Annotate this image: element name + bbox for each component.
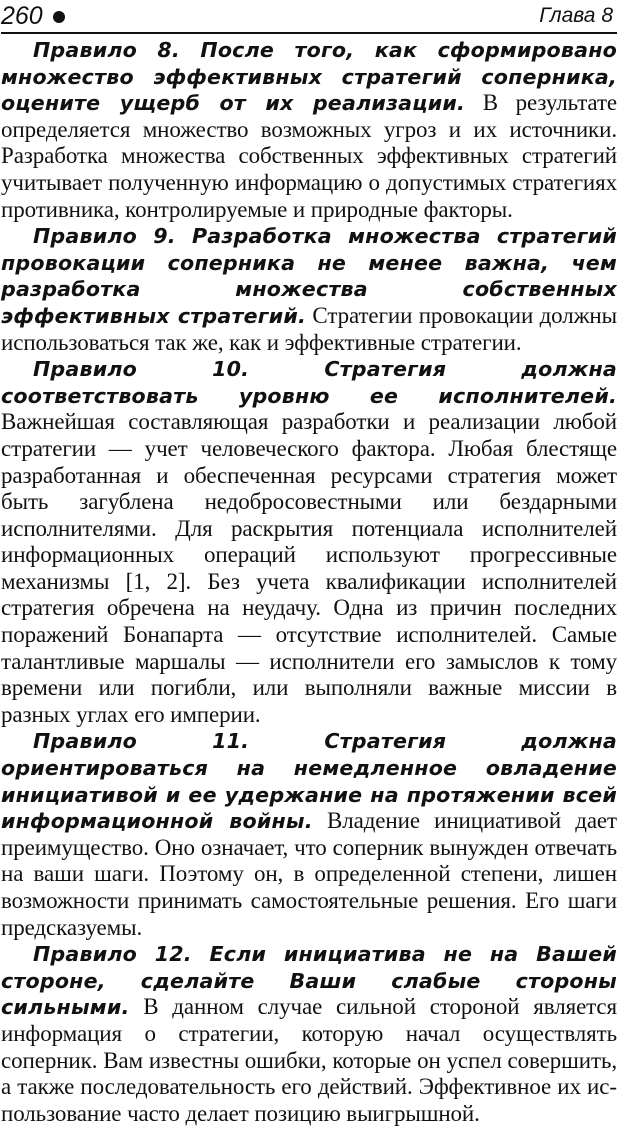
rule-12-text: В данном случае сильной стороной является информация о стратегии, которую начал осуществлять соперник. Вам известны ошибки, которые он успел совершить, а также последовательность его действий. Эффективное их использование часто делает позицию выигрышной. bbox=[1, 994, 617, 1126]
rule-8-text: В результате определяется множество возможных угроз и их источники. Разработка множества собственных эффективных стратегий учитывает полученную информацию о допустимых стратегиях противника, контролируемые и природные факторы. bbox=[1, 90, 618, 222]
rule-8-heading: Правило 8. После того, как сформировано множество эффективных стратегий соперника, оцените ущерб от их реализации. bbox=[1, 38, 617, 116]
rule-10-text: Важнейшая составляющая разработки и реализации любой стратегии — учет человеческого фактора. Любая блестяще разработанная и обеспеченная ресурсами стратегия может быть загублена недобросовестными или бездарными исполнителями. Для раскрытия потенциала исполнителей информационных операций используют прогрессивные механизмы [1, 2]. Без учета квалификации исполнителей стратегия обречена на неудачу. Одна из причин последних поражений Бонапарта — отсутствие исполнителей. Самые талантливые маршалы — исполнители его замыслов к тому времени или погибли, или выполняли важные миссии в разных углах его империи. bbox=[1, 409, 617, 727]
rule-9-heading: Правило 9. Разработка множества стратегий провокации соперника не менее важна, чем разработка множества собственных эффективных стратегий. bbox=[1, 224, 617, 328]
rule-10-heading: Правило 10. Стратегия должна соответствовать уровню ее исполнителей. bbox=[1, 357, 617, 408]
rule-9-text: Стратегии провокации должны использоваться так же, как и эффективные стратегии. bbox=[1, 302, 617, 355]
header-rule bbox=[1, 32, 617, 34]
page-number-group bbox=[1, 2, 65, 30]
page-number: 260 bbox=[1, 2, 43, 30]
rule-11-text: Владение инициативой дает преимущество. Оно означает, что соперник вынужден отвечать на ваши шаги. Поэтому он, в определенной степени, лишен возможности принимать самостоятельные решения. Его шаги предсказуемы. bbox=[1, 808, 617, 940]
paragraph-rule-10 bbox=[1, 356, 617, 728]
paragraph-rule-12 bbox=[1, 941, 617, 1127]
paragraph-rule-8 bbox=[1, 37, 617, 223]
chapter-label: Глава 8 bbox=[539, 4, 613, 27]
rule-11-heading: Правило 11. Стратегия должна ориентироваться на немедленное овладение инициативой и ее удержание на протяжении всей информационной войны. bbox=[1, 729, 617, 834]
paragraph-rule-11 bbox=[1, 728, 617, 941]
body-text bbox=[1, 37, 617, 1127]
paragraph-rule-9 bbox=[1, 223, 617, 356]
running-head bbox=[1, 0, 617, 32]
rule-12-heading: Правило 12. Если инициатива не на Вашей стороне, сделайте Ваши слабые стороны сильными. bbox=[1, 942, 617, 1020]
bullet-icon bbox=[53, 11, 65, 23]
